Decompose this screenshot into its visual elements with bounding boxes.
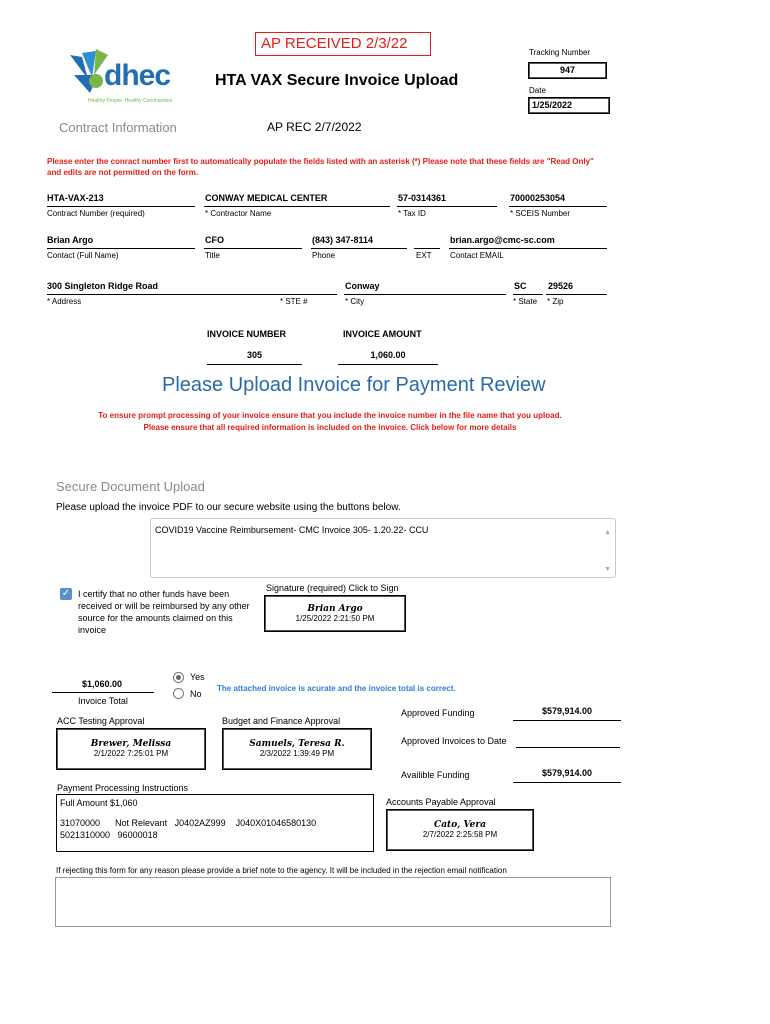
signature-date: 1/25/2022 2:21:50 PM xyxy=(295,614,375,623)
contractor-name-label: * Contractor Name xyxy=(205,209,272,218)
state-label: * State xyxy=(513,297,538,306)
signature-label: Signature (required) Click to Sign xyxy=(266,583,399,593)
payment-line-1: Full Amount $1,060 xyxy=(60,798,138,808)
rejection-note-field[interactable] xyxy=(55,877,611,927)
ap-approval-label: Accounts Payable Approval xyxy=(386,797,496,807)
city-value: Conway xyxy=(345,281,380,291)
upload-notice-line2: Please ensure that all required information is included on the invoice. Click below for more details xyxy=(143,423,517,432)
certify-text: I certify that no other funds have been received or will be reimbursed by any other source for the amounts claimed on this invoice xyxy=(78,589,250,635)
total-statement: The attached invoice is acurate and the invoice total is correct. xyxy=(217,684,456,693)
contact-name-value[interactable]: Brian Argo xyxy=(47,235,94,245)
approved-funding-label: Approved Funding xyxy=(401,708,475,718)
acc-approval-signer: Brewer, Melissa xyxy=(90,739,172,749)
budget-approval-box[interactable] xyxy=(222,728,372,770)
ste-label: * STE # xyxy=(280,297,308,306)
tracking-number-field[interactable]: 947 xyxy=(528,62,607,79)
budget-approval-label: Budget and Finance Approval xyxy=(222,716,341,726)
payment-line-2: 31070000 Not Relevant J0402AZ999 J040X01046580130 xyxy=(60,818,317,828)
city-label: * City xyxy=(345,297,365,306)
available-funding-value[interactable]: $579,914.00 xyxy=(541,768,593,778)
email-value[interactable]: brian.argo@cmc-sc.com xyxy=(450,235,555,245)
tax-id-label: * Tax ID xyxy=(398,209,426,218)
uploaded-file-box[interactable] xyxy=(150,518,616,578)
invoice-total-label: Invoice Total xyxy=(78,696,128,706)
radio-yes-label: Yes xyxy=(190,672,205,682)
contractor-name-value: CONWAY MEDICAL CENTER xyxy=(205,193,328,203)
state-value: SC xyxy=(514,281,527,291)
uploaded-file-name[interactable]: COVID19 Vaccine Reimbursement- CMC Invoice 305- 1.20.22- CCU xyxy=(155,525,429,535)
acc-approval-box[interactable] xyxy=(56,728,206,770)
signature-box[interactable] xyxy=(264,595,406,632)
date-label: Date xyxy=(529,86,546,95)
contract-number-value[interactable]: HTA-VAX-213 xyxy=(47,193,104,203)
tax-id-value: 57-0314361 xyxy=(398,193,447,203)
zip-label: * Zip xyxy=(547,297,564,306)
approved-to-date-label: Approved Invoices to Date xyxy=(401,736,507,746)
phone-label: Phone xyxy=(312,251,336,260)
page-title: HTA VAX Secure Invoice Upload xyxy=(215,72,459,89)
radio-yes[interactable] xyxy=(173,672,184,683)
payment-instructions-label: Payment Processing Instructions xyxy=(57,783,189,793)
contract-instructions: Please enter the conract number first to automatically populate the fields listed with an asterisk (*) Please note that these fields are "Read Only" and edits are not permitted on the form. xyxy=(47,157,594,177)
rejection-label: If rejecting this form for any reason please provide a brief note to the agency. It will be included in the rejection email notification xyxy=(56,866,507,875)
contract-number-label: Contract Number (required) xyxy=(47,209,145,218)
budget-approval-signer: Samuels, Teresa R. xyxy=(249,739,345,749)
certify-checkbox[interactable]: ✓ xyxy=(61,588,71,599)
payment-instructions-field[interactable] xyxy=(56,794,374,852)
acc-approval-date: 2/1/2022 7:25:01 PM xyxy=(93,749,169,758)
sceis-number-label: * SCEIS Number xyxy=(510,209,571,218)
radio-no-label: No xyxy=(190,689,202,699)
payment-line-3: 5021310000 96000018 xyxy=(60,830,158,840)
scroll-up-icon[interactable]: ▲ xyxy=(604,529,611,536)
invoice-total-value[interactable]: $1,060.00 xyxy=(81,679,123,689)
dhec-logo xyxy=(62,45,197,107)
sceis-number-value: 70000253054 xyxy=(510,193,566,203)
ap-approval-box[interactable] xyxy=(386,809,534,851)
email-label: Contact EMAIL xyxy=(450,251,504,260)
upload-notice-line1: To ensure prompt processing of your invoice ensure that you include the invoice number in the file name that you upload. xyxy=(98,411,562,420)
ap-rec-stamp: AP REC 2/7/2022 xyxy=(267,120,362,134)
upload-section-title: Secure Document Upload xyxy=(56,479,205,494)
approved-funding-value[interactable]: $579,914.00 xyxy=(541,706,593,716)
scroll-down-icon[interactable]: ▼ xyxy=(604,566,611,573)
radio-no[interactable] xyxy=(173,688,184,699)
ap-approval-date: 2/7/2022 2:25:58 PM xyxy=(422,830,498,839)
contact-name-label: Contact (Full Name) xyxy=(47,251,119,260)
address-label: * Address xyxy=(47,297,82,306)
acc-approval-label: ACC Testing Approval xyxy=(57,716,145,726)
available-funding-label: Availible Funding xyxy=(401,770,470,780)
zip-value: 29526 xyxy=(548,281,574,291)
title-value[interactable]: CFO xyxy=(205,235,224,245)
logo-tagline: Healthy People. Healthy Communities. xyxy=(88,98,174,104)
upload-instruction: Please upload the invoice PDF to our secure website using the buttons below. xyxy=(56,502,401,513)
address-value: 300 Singleton Ridge Road xyxy=(47,281,159,291)
budget-approval-date: 2/3/2022 1:39:49 PM xyxy=(259,749,335,758)
ap-received-stamp: AP RECEIVED 2/3/22 xyxy=(255,32,431,56)
title-label: Title xyxy=(205,251,220,260)
ext-label: EXT xyxy=(416,251,432,260)
date-field[interactable]: 1/25/2022 xyxy=(528,97,610,114)
tracking-number-label: Tracking Number xyxy=(529,48,591,57)
signature-name: Brian Argo xyxy=(307,604,363,614)
invoice-amount-value[interactable]: 1,060.00 xyxy=(370,350,406,360)
invoice-amount-label: INVOICE AMOUNT xyxy=(343,329,422,339)
phone-value[interactable]: (843) 347-8114 xyxy=(312,235,374,245)
invoice-number-value[interactable]: 305 xyxy=(246,350,263,360)
logo-wordmark: dhec xyxy=(104,59,171,92)
ap-approval-signer: Cato, Vera xyxy=(434,820,486,830)
invoice-number-label: INVOICE NUMBER xyxy=(207,329,287,339)
contract-section-title: Contract Information xyxy=(59,120,177,135)
upload-heading: Please Upload Invoice for Payment Review xyxy=(162,374,546,396)
